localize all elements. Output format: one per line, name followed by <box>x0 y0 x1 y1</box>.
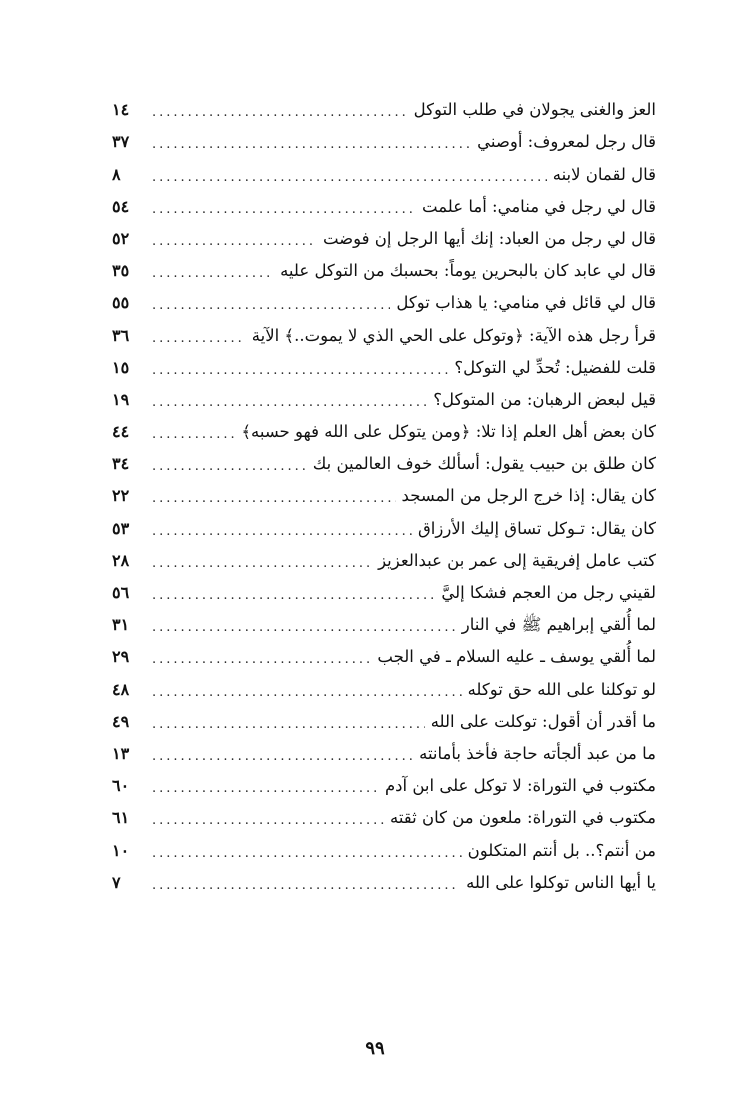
index-entry <box>112 576 656 608</box>
entry-title: مكتوب في التوراة: لا توكل على ابن آدم <box>384 776 656 796</box>
dot-leader <box>152 681 462 705</box>
index-entry <box>112 447 656 479</box>
entry-page-number: ٦١ <box>112 808 130 828</box>
index-entry <box>112 286 656 318</box>
index-entry <box>112 190 656 222</box>
dot-leader <box>152 198 416 222</box>
index-entry <box>112 318 656 350</box>
entry-page-number: ٥٢ <box>112 228 130 248</box>
index-entry <box>112 737 656 769</box>
index-entry <box>112 833 656 865</box>
index-entry <box>112 157 656 189</box>
dot-leader <box>152 809 384 833</box>
entry-page-number: ٢٩ <box>112 647 130 667</box>
entry-page-number: ٧ <box>112 872 121 892</box>
index-entry <box>112 351 656 383</box>
entry-page-number: ٣٧ <box>112 132 130 152</box>
entry-title: قال رجل لمعروف: أوصني <box>477 132 656 152</box>
entry-title: قرأ رجل هذه الآية: ﴿وتوكل على الحي الذي لا يموت..﴾ الآية <box>251 325 656 345</box>
dot-leader <box>152 359 448 383</box>
index-entry <box>112 383 656 415</box>
dot-leader <box>152 842 462 866</box>
entry-page-number: ٥٤ <box>112 196 130 216</box>
entry-title: كان يقال: إذا خرج الرجل من المسجد <box>401 486 656 506</box>
index-entry <box>112 801 656 833</box>
entry-page-number: ١٣ <box>112 743 130 763</box>
entry-title: قال لي رجل في منامي: أما علمت <box>422 196 656 216</box>
index-entry <box>112 254 656 286</box>
index-entry <box>112 544 656 576</box>
index-entry <box>112 222 656 254</box>
entry-page-number: ٣١ <box>112 615 130 635</box>
index-entry <box>112 608 656 640</box>
dot-leader <box>152 455 307 479</box>
dot-leader <box>152 520 412 544</box>
entry-title: قال لي رجل من العباد: إنك أيها الرجل إن فوضت <box>322 228 656 248</box>
entry-title: من أنتم؟.. بل أنتم المتكلون <box>467 840 656 860</box>
entry-title: العز والغنى يجولان في طلب التوكل <box>413 100 656 120</box>
entry-title: قال لي قائل في منامي: يا هذاب توكل <box>396 293 656 313</box>
entry-page-number: ٣٥ <box>112 261 130 281</box>
page-number: ٩٩ <box>365 1038 385 1059</box>
entry-page-number: ٢٨ <box>112 550 130 570</box>
dot-leader <box>152 230 317 254</box>
entry-page-number: ٦٠ <box>112 776 130 796</box>
dot-leader <box>152 552 372 576</box>
dot-leader <box>152 648 371 672</box>
dot-leader <box>152 616 456 640</box>
entry-title: كان طلق بن حبيب يقول: أسألك خوف العالمين بك <box>312 454 656 474</box>
entry-page-number: ٨ <box>112 164 121 184</box>
entry-page-number: ٢٢ <box>112 486 130 506</box>
entry-title: لما أُلقي إبراهيم ﷺ في النار <box>461 615 656 635</box>
entry-page-number: ٥٥ <box>112 293 130 313</box>
entry-page-number: ٣٦ <box>112 325 130 345</box>
entry-title: كان يقال: تـوكل تساق إليك الأرزاق <box>418 518 656 538</box>
index-entry <box>112 93 656 125</box>
entry-page-number: ٤٨ <box>112 679 130 699</box>
dot-leader <box>152 874 460 898</box>
index-list <box>112 93 656 898</box>
index-entry <box>112 640 656 672</box>
index-entry <box>112 866 656 898</box>
entry-page-number: ٣٤ <box>112 454 130 474</box>
dot-leader <box>152 101 408 125</box>
dot-leader <box>152 133 471 157</box>
entry-title: كتب عامل إفريقية إلى عمر بن عبدالعزيز <box>378 550 656 570</box>
dot-leader <box>152 584 435 608</box>
index-entry <box>112 705 656 737</box>
entry-page-number: ١٠ <box>112 840 130 860</box>
entry-title: قيل لبعض الرهبان: من المتوكل؟ <box>433 389 656 409</box>
index-entry <box>112 511 656 543</box>
entry-page-number: ٤٤ <box>112 422 130 442</box>
entry-title: مكتوب في التوراة: ملعون من كان ثقته <box>389 808 656 828</box>
dot-leader <box>152 294 390 318</box>
index-entry <box>112 769 656 801</box>
entry-page-number: ٤٩ <box>112 711 130 731</box>
entry-title: لو توكلنا على الله حق توكله <box>467 679 656 699</box>
index-entry <box>112 479 656 511</box>
entry-page-number: ١٤ <box>112 100 130 120</box>
entry-title: كان بعض أهل العلم إذا تلا: ﴿ومن يتوكل على الله فهو حسبه﴾ <box>241 422 656 442</box>
entry-title: قال لي عابد كان بالبحرين يوماً: بحسبك من التوكل عليه <box>280 261 656 281</box>
dot-leader <box>152 423 235 447</box>
dot-leader <box>152 713 425 737</box>
entry-title: قال لقمان لابنه <box>552 164 656 184</box>
entry-title: ما من عبد ألجأته حاجة فأخذ بأمانته <box>419 743 656 763</box>
index-entry <box>112 415 656 447</box>
entry-page-number: ١٩ <box>112 389 130 409</box>
entry-title: لقيني رجل من العجم فشكا إليَّ <box>441 583 656 602</box>
entry-page-number: ٥٣ <box>112 518 130 538</box>
entry-title: لما أُلقي يوسف ـ عليه السلام ـ في الجب <box>377 647 656 667</box>
dot-leader <box>152 327 246 351</box>
entry-title: قلت للفضيل: تُحدِّ لي التوكل؟ <box>454 357 656 377</box>
dot-leader <box>152 166 547 190</box>
dot-leader <box>152 777 379 801</box>
entry-page-number: ١٥ <box>112 357 130 377</box>
dot-leader <box>152 262 274 286</box>
entry-title: يا أيها الناس توكلوا على الله <box>466 872 656 892</box>
dot-leader <box>152 487 396 511</box>
dot-leader <box>152 745 413 769</box>
dot-leader <box>152 391 427 415</box>
entry-page-number: ٥٦ <box>112 583 130 602</box>
entry-title: ما أقدر أن أقول: توكلت على الله <box>430 711 656 731</box>
index-entry <box>112 125 656 157</box>
index-entry <box>112 672 656 704</box>
